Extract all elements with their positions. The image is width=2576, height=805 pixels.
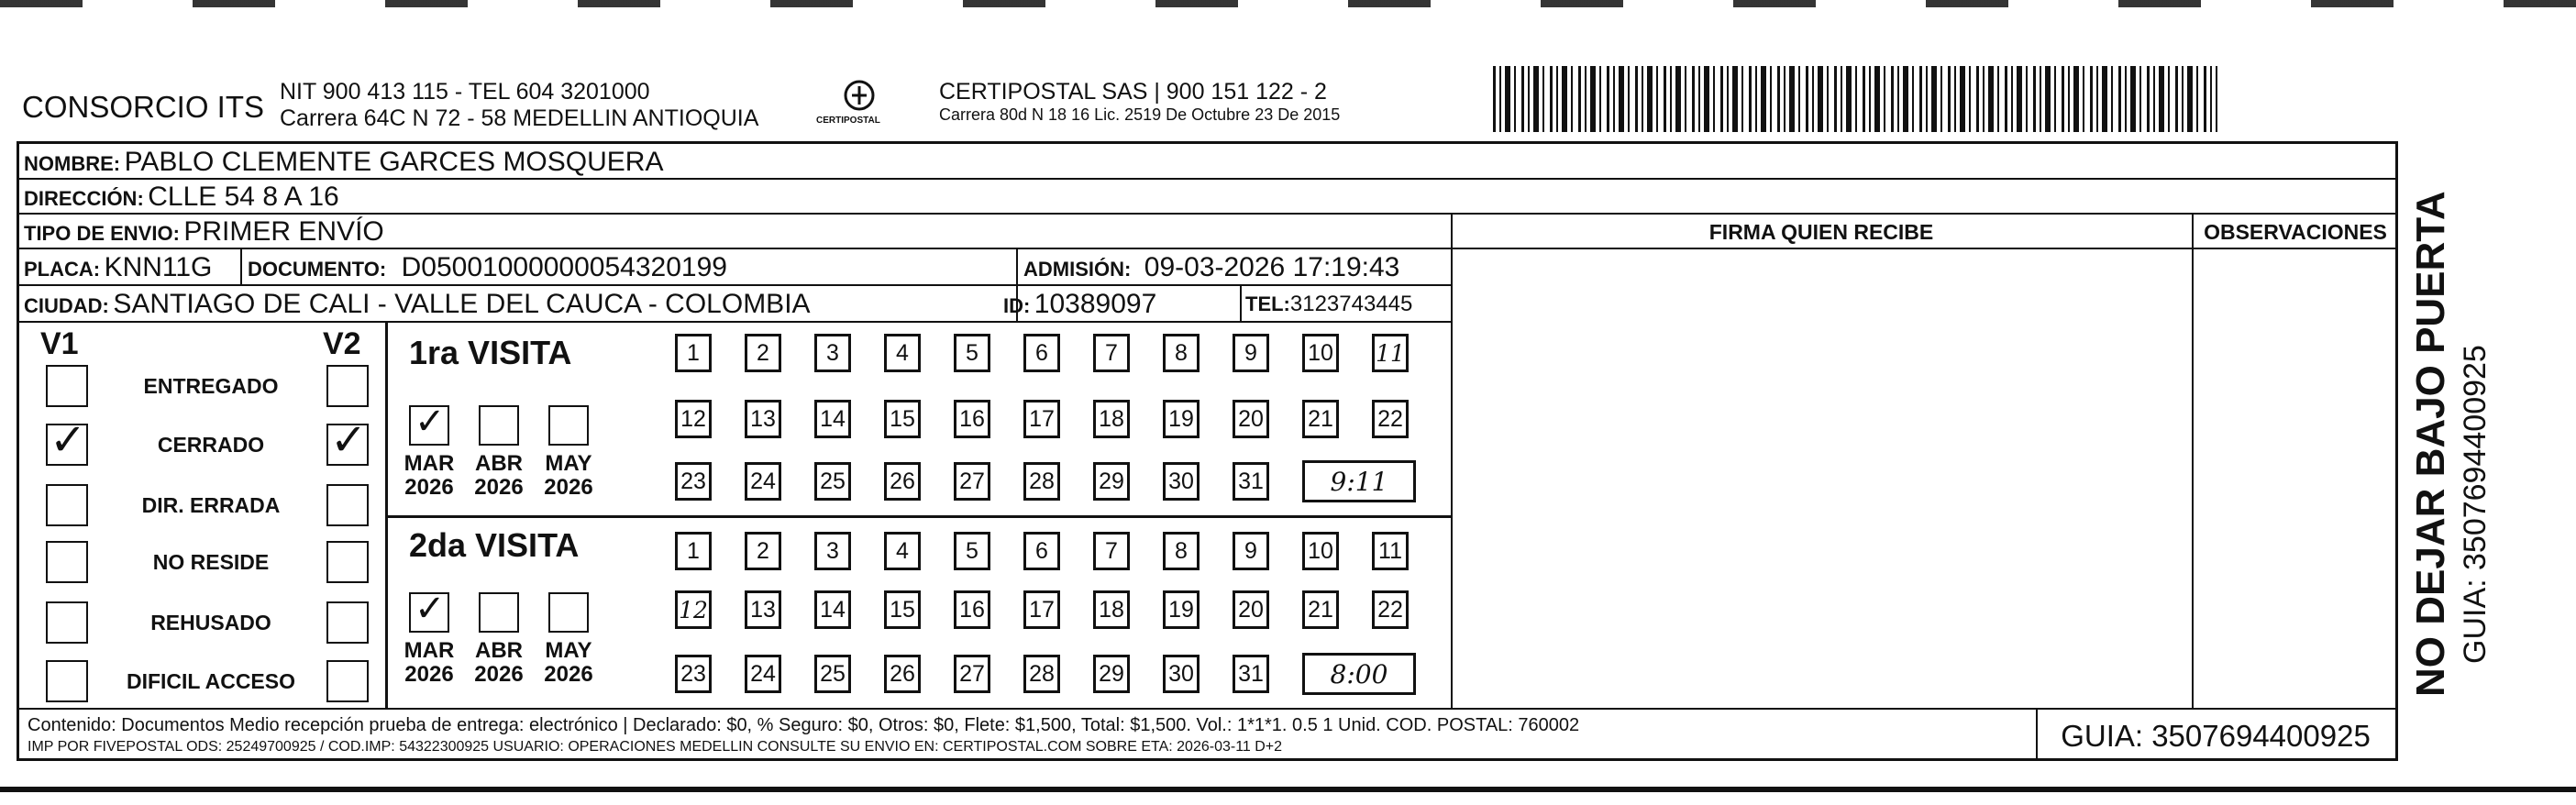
day-box[interactable]: 29 <box>1093 655 1130 693</box>
check-mark-icon: ✓ <box>415 401 446 443</box>
ciudad-value: SANTIAGO DE CALI - VALLE DEL CAUCA - COLOMBIA <box>113 289 811 319</box>
carrier-license: Carrera 80d N 18 16 Lic. 2519 De Octubre 23 De 2015 <box>939 105 1341 124</box>
month-label: ABR <box>475 638 523 663</box>
tipo-value: PRIMER ENVÍO <box>183 216 384 247</box>
nombre-value: PABLO CLEMENTE GARCES MOSQUERA <box>124 147 664 177</box>
day-box[interactable]: 11 <box>1372 334 1409 372</box>
col-line <box>2192 213 2194 710</box>
day-box[interactable]: 14 <box>814 590 851 629</box>
scan-edge-top <box>0 0 2576 7</box>
day-box[interactable]: 12 <box>675 400 712 438</box>
day-box[interactable]: 29 <box>1093 462 1130 501</box>
v2-checkbox[interactable] <box>326 414 369 466</box>
day-box[interactable]: 24 <box>745 655 781 693</box>
month-label: MAR <box>404 451 455 476</box>
day-box[interactable]: 23 <box>675 655 712 693</box>
company-nit: NIT 900 413 115 - TEL 604 3201000 <box>280 79 650 105</box>
day-box[interactable]: 10 <box>1302 532 1339 570</box>
first-visit-title: 1ra VISITA <box>409 334 572 371</box>
status-label: NO RESIDE <box>152 550 270 574</box>
ciudad-label: CIUDAD: <box>24 294 109 317</box>
day-box[interactable]: 28 <box>1023 462 1060 501</box>
day-box[interactable]: 11 <box>1372 532 1409 570</box>
day-box[interactable]: 14 <box>814 400 851 438</box>
direccion-label: DIRECCIÓN: <box>24 187 144 210</box>
day-box[interactable]: 5 <box>954 334 990 372</box>
check-mark-icon: ✓ <box>415 588 446 630</box>
day-box[interactable]: 3 <box>814 334 851 372</box>
nombre-field <box>24 147 663 178</box>
day-box[interactable]: 4 <box>884 532 921 570</box>
v2-checkbox[interactable] <box>326 484 369 526</box>
day-box[interactable]: 27 <box>954 462 990 501</box>
day-box[interactable]: 23 <box>675 462 712 501</box>
carrier-name: CERTIPOSTAL SAS | 900 151 122 - 2 <box>939 79 1327 105</box>
day-box[interactable]: 21 <box>1302 400 1339 438</box>
month-checkbox[interactable] <box>548 405 589 446</box>
id-field <box>1003 289 1156 320</box>
nombre-label: NOMBRE: <box>24 152 121 175</box>
v1-checkbox[interactable] <box>46 601 88 644</box>
documento-label: DOCUMENTO: <box>248 258 387 281</box>
scan-edge-bottom <box>0 787 2576 792</box>
check-mark-icon: ✓ <box>330 414 368 466</box>
day-box[interactable]: 10 <box>1302 334 1339 372</box>
day-box[interactable]: 15 <box>884 590 921 629</box>
status-label: REHUSADO <box>150 611 271 634</box>
v2-checkbox[interactable] <box>326 601 369 644</box>
day-box[interactable]: 26 <box>884 655 921 693</box>
observaciones-header: OBSERVACIONES <box>2204 220 2387 244</box>
month-checkbox[interactable] <box>409 401 449 446</box>
month-label: MAY <box>545 638 592 663</box>
status-label: DIR. ERRADA <box>141 493 281 517</box>
side-guia: GUIA: 3507694400925 <box>2458 345 2493 664</box>
day-box[interactable]: 25 <box>814 655 851 693</box>
direccion-value: CLLE 54 8 A 16 <box>148 182 339 212</box>
day-box[interactable]: 18 <box>1093 590 1130 629</box>
row-line <box>17 321 1452 323</box>
placa-label: PLACA: <box>24 258 101 281</box>
admision-label: ADMISIÓN: <box>1023 258 1132 281</box>
admision-field <box>1023 252 1399 283</box>
day-box[interactable]: 27 <box>954 655 990 693</box>
day-box[interactable]: 31 <box>1233 655 1269 693</box>
documento-field <box>248 252 727 283</box>
day-box[interactable]: 22 <box>1372 590 1409 629</box>
footer-guia: GUIA: 3507694400925 <box>2061 719 2371 753</box>
tel-label: TEL: <box>1245 292 1290 315</box>
day-box[interactable]: 9 <box>1233 334 1269 372</box>
day-box[interactable]: 19 <box>1163 590 1200 629</box>
row-line <box>17 284 1452 286</box>
placa-field <box>24 252 212 283</box>
day-box[interactable]: 20 <box>1233 400 1269 438</box>
day-box[interactable]: 2 <box>745 532 781 570</box>
status-label: ENTREGADO <box>143 374 279 398</box>
company-info <box>280 79 758 132</box>
day-box[interactable]: 24 <box>745 462 781 501</box>
col-line <box>1240 284 1242 321</box>
frame-top <box>17 141 2397 144</box>
tipo-label: TIPO DE ENVIO: <box>24 222 180 245</box>
v1-checkbox[interactable] <box>46 541 88 583</box>
v1-checkbox[interactable] <box>46 484 88 526</box>
day-box[interactable]: 13 <box>745 400 781 438</box>
footer-imp: IMP POR FIVEPOSTAL ODS: 25249700925 / COD.IMP: 54322300925 USUARIO: OPERACIONES MEDELLIN CONSULTE SU ENVIO EN: CERTIPOSTAL.COM SOBRE ETA: 2026-03-11 D+2 <box>28 739 1283 755</box>
month-label: ABR <box>475 451 523 476</box>
v1-checkbox[interactable] <box>46 660 88 702</box>
day-box[interactable]: 31 <box>1233 462 1269 501</box>
day-box[interactable]: 30 <box>1163 655 1200 693</box>
day-box[interactable]: 7 <box>1093 532 1130 570</box>
day-box[interactable]: 13 <box>745 590 781 629</box>
documento-value: D05001000000054320199 <box>401 252 727 282</box>
day-box[interactable]: 20 <box>1233 590 1269 629</box>
side-notice: NO DEJAR BAJO PUERTA <box>2408 191 2453 697</box>
v1-checkbox[interactable] <box>46 414 88 466</box>
day-box[interactable]: 22 <box>1372 400 1409 438</box>
tipo-field <box>24 216 384 248</box>
placa-value: KNN11G <box>104 252 213 282</box>
day-box[interactable]: 8 <box>1163 334 1200 372</box>
barcode <box>1493 66 2217 132</box>
tel-field <box>1245 292 1412 317</box>
day-box[interactable]: 15 <box>884 400 921 438</box>
id-label: ID: <box>1003 294 1031 317</box>
col-line <box>240 248 242 286</box>
day-box[interactable]: 1 <box>675 532 712 570</box>
year-label: 2026 <box>404 475 454 500</box>
day-box[interactable]: 12 <box>675 590 712 629</box>
second-visit-title: 2da VISITA <box>409 526 580 564</box>
month-checkbox[interactable] <box>548 592 589 633</box>
month-checkbox[interactable] <box>409 588 449 633</box>
handwritten-time: 9:11 <box>1302 460 1416 502</box>
day-box[interactable]: 16 <box>954 400 990 438</box>
id-value: 10389097 <box>1034 289 1157 319</box>
day-box[interactable]: 17 <box>1023 400 1060 438</box>
firma-header: FIRMA QUIEN RECIBE <box>1708 220 1934 244</box>
day-box[interactable]: 16 <box>954 590 990 629</box>
logo-caption: CERTIPOSTAL <box>816 116 880 126</box>
v2-checkbox[interactable] <box>326 541 369 583</box>
frame-bottom <box>17 758 2397 761</box>
carrier-info <box>939 79 1340 124</box>
month-label: MAR <box>404 638 455 663</box>
frame-right <box>2395 141 2398 761</box>
month-label: MAY <box>545 451 592 476</box>
company-name: CONSORCIO ITS <box>22 90 265 124</box>
year-label: 2026 <box>474 662 524 687</box>
day-box[interactable]: 7 <box>1093 334 1130 372</box>
admision-value: 09-03-2026 17:19:43 <box>1144 252 1400 282</box>
day-box[interactable]: 25 <box>814 462 851 501</box>
day-box[interactable]: 21 <box>1302 590 1339 629</box>
ciudad-field <box>24 289 811 320</box>
row-line <box>17 708 2397 710</box>
v1-header: V1 <box>40 326 79 361</box>
day-box[interactable]: 2 <box>745 334 781 372</box>
day-box[interactable]: 5 <box>954 532 990 570</box>
v2-header: V2 <box>323 326 361 361</box>
day-box[interactable]: 6 <box>1023 334 1060 372</box>
status-label: DIFICIL ACCESO <box>126 669 295 693</box>
day-box[interactable]: 26 <box>884 462 921 501</box>
day-box[interactable]: 6 <box>1023 532 1060 570</box>
v2-checkbox[interactable] <box>326 365 369 407</box>
day-box[interactable]: 9 <box>1233 532 1269 570</box>
day-box[interactable]: 4 <box>884 334 921 372</box>
day-box[interactable]: 28 <box>1023 655 1060 693</box>
row-line <box>17 213 2397 215</box>
company-address: Carrera 64C N 72 - 58 MEDELLIN ANTIOQUIA <box>280 105 759 131</box>
year-label: 2026 <box>544 662 593 687</box>
year-label: 2026 <box>474 475 524 500</box>
day-box[interactable]: 30 <box>1163 462 1200 501</box>
day-box[interactable]: 18 <box>1093 400 1130 438</box>
day-box[interactable]: 19 <box>1163 400 1200 438</box>
year-label: 2026 <box>544 475 593 500</box>
direccion-field <box>24 182 339 213</box>
handwritten-time: 8:00 <box>1302 653 1416 695</box>
row-line <box>17 178 2397 180</box>
v1-checkbox[interactable] <box>46 365 88 407</box>
v2-checkbox[interactable] <box>326 660 369 702</box>
check-mark-icon: ✓ <box>50 414 87 466</box>
status-label: CERRADO <box>157 433 265 457</box>
month-checkbox[interactable] <box>479 592 519 633</box>
frame-left <box>17 141 19 761</box>
day-box[interactable]: 1 <box>675 334 712 372</box>
tel-value: 3123743445 <box>1289 292 1413 316</box>
month-checkbox[interactable] <box>479 405 519 446</box>
visit-divider <box>385 515 1453 518</box>
footer-content: Contenido: Documentos Medio recepción prueba de entrega: electrónico | Declarado: $0, % Seguro: $0, Otros: $0, Flete: $1,500, Total: $1,500. Vol.: 1*1*1. 0.5 1 Unid. COD. POSTAL: 760002 <box>28 715 1580 735</box>
day-box[interactable]: 3 <box>814 532 851 570</box>
row-line <box>17 248 2397 249</box>
day-box[interactable]: 8 <box>1163 532 1200 570</box>
col-line <box>1451 213 1453 710</box>
year-label: 2026 <box>404 662 454 687</box>
day-box[interactable]: 17 <box>1023 590 1060 629</box>
